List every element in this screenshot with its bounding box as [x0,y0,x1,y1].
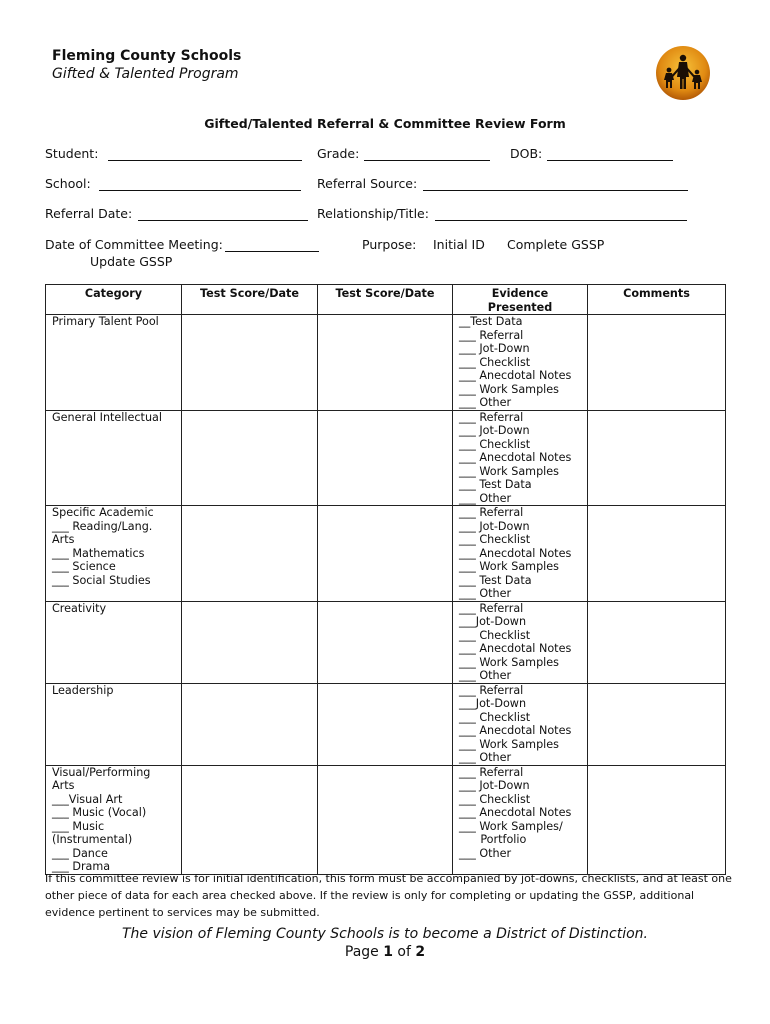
category-line: General Intellectual [52,410,162,424]
evidence-item[interactable]: ___ Checklist [459,710,531,724]
category-line: Arts [52,533,75,546]
evidence-item[interactable]: ___ Other [459,751,512,764]
evidence-item[interactable]: ___ Other [459,669,512,682]
page-mid: of [392,944,416,960]
evidence-item[interactable]: ___ Referral [459,601,524,615]
category-line: (Instrumental) [52,833,133,846]
category-line: ___ Mathematics [52,546,145,560]
category-cell [46,315,182,411]
test-score-cell[interactable] [318,683,453,765]
category-cell [46,410,182,506]
table-header-row [46,285,726,315]
page-prefix: Page [344,944,384,960]
evidence-cell [453,410,588,506]
evidence-item[interactable]: ___ Anecdotal Notes [459,451,572,464]
footnote: If this committee review is for initial identification, this form must be accompanied by jot-downs, checklists, and at least one other piece of data for each area checked above. If the review is only for completing or updating the GSSP, additional evidence pertinent to services may be submitted. [45,872,732,919]
page-current: 1 [383,944,393,960]
evidence-item[interactable]: ___ Referral [459,410,524,424]
test-score-cell[interactable] [318,410,453,506]
test-score-cell[interactable] [182,683,318,765]
category-line: Arts [52,779,75,792]
category-line: ___ Dance [52,846,108,860]
evidence-item[interactable]: __Test Data [459,315,523,328]
form-title: Gifted/Talented Referral & Committee Review Form [204,116,566,131]
referral-source-field[interactable] [423,190,688,191]
evidence-cell [453,601,588,683]
header-category: Category [46,285,182,315]
table-row [46,315,726,411]
dob-field[interactable] [547,160,673,161]
evidence-item[interactable]: ___ Referral [459,683,524,697]
evidence-item[interactable]: ___ Other [459,491,512,505]
header-evidence: Evidence Presented [453,285,588,315]
category-line: Leadership [52,683,114,697]
category-line: Visual/Performing [52,765,151,779]
comments-cell[interactable] [588,601,726,683]
evidence-cell [453,506,588,602]
evidence-item[interactable]: ___ Checklist [459,437,531,451]
relationship-field[interactable] [435,220,687,221]
category-line: Primary Talent Pool [52,315,159,328]
evidence-item[interactable]: ___ Work Samples [459,737,559,751]
evidence-item[interactable]: ___ Work Samples [459,464,559,478]
evidence-item[interactable]: ___ Jot-Down [459,779,530,792]
category-line: ___ Science [52,560,116,573]
evidence-item[interactable]: ___ Anecdotal Notes [459,806,572,819]
header-test-score-1: Test Score/Date [182,285,318,315]
dob-label: DOB: [510,146,543,161]
vision-statement: The vision of Fleming County Schools is to become a District of Distinction. [122,926,648,942]
evidence-item[interactable]: ___ Work Samples [459,560,559,573]
evidence-item[interactable]: ___ Checklist [459,533,531,546]
evidence-item[interactable]: ___ Checklist [459,355,531,369]
category-line: Specific Academic [52,506,154,519]
comments-cell[interactable] [588,315,726,411]
review-table [45,284,726,875]
test-score-cell[interactable] [318,506,453,602]
category-line: ___ Reading/Lang. [52,519,153,533]
purpose-label: Purpose: [362,237,417,252]
purpose-initial-id[interactable]: Initial ID [433,237,485,252]
page-number [0,944,770,960]
test-score-cell[interactable] [182,765,318,874]
purpose-update-gssp[interactable]: Update GSSP [90,254,173,269]
evidence-item[interactable]: ___ Jot-Down [459,424,530,437]
referral-date-label: Referral Date: [45,206,133,221]
committee-meeting-field[interactable] [225,251,319,252]
evidence-item[interactable]: ___ Work Samples [459,655,559,669]
category-line: ___ Social Studies [52,573,151,587]
category-line: ___Visual Art [52,792,123,806]
test-score-cell[interactable] [182,315,318,411]
grade-field[interactable] [364,160,490,161]
header-comments: Comments [588,285,726,315]
test-score-cell[interactable] [318,601,453,683]
evidence-item[interactable]: ___ Referral [459,765,524,779]
evidence-item[interactable]: ___Jot-Down [459,697,527,710]
category-line: Creativity [52,601,107,615]
evidence-item[interactable]: ___ Referral [459,506,524,519]
header-test-score-2: Test Score/Date [318,285,453,315]
evidence-item[interactable]: ___ Anecdotal Notes [459,642,572,655]
evidence-cell [453,765,588,874]
category-cell [46,506,182,602]
table-row [46,683,726,765]
evidence-item[interactable]: ___ Work Samples/ [459,819,563,833]
test-score-cell[interactable] [182,506,318,602]
evidence-item[interactable]: ___ Checklist [459,628,531,642]
program-name: Gifted & Talented Program [52,66,239,82]
school-field[interactable] [99,190,301,191]
test-score-cell[interactable] [182,410,318,506]
committee-meeting-label: Date of Committee Meeting: [45,237,223,252]
evidence-item[interactable]: ___ Other [459,846,512,860]
evidence-item[interactable]: ___ Anecdotal Notes [459,546,572,560]
evidence-item[interactable]: ___ Jot-Down [459,342,530,355]
evidence-item[interactable]: ___ Referral [459,328,524,342]
purpose-complete-gssp[interactable]: Complete GSSP [507,237,605,252]
test-score-cell[interactable] [318,765,453,874]
evidence-item[interactable]: Portfolio [459,833,527,846]
relationship-label: Relationship/Title: [317,206,429,221]
grade-label: Grade: [317,146,360,161]
comments-cell[interactable] [588,410,726,506]
evidence-cell [453,315,588,411]
school-name: Fleming County Schools [52,48,242,64]
table-row [46,601,726,683]
test-score-cell[interactable] [318,315,453,411]
student-label: Student: [45,146,99,161]
category-cell [46,683,182,765]
evidence-item[interactable]: ___ Anecdotal Notes [459,369,572,382]
category-line: ___ Drama [52,860,111,873]
test-score-cell[interactable] [182,601,318,683]
table-row [46,765,726,874]
table-row [46,410,726,506]
referral-source-label: Referral Source: [317,176,418,191]
referral-date-field[interactable] [138,220,308,221]
evidence-item[interactable]: ___ Jot-Down [459,519,530,533]
evidence-item[interactable]: ___ Test Data [459,478,532,491]
school-label: School: [45,176,91,191]
category-line: ___ Music (Vocal) [52,806,147,819]
evidence-cell [453,683,588,765]
category-cell [46,765,182,874]
comments-cell[interactable] [588,765,726,874]
evidence-item[interactable]: ___ Checklist [459,792,531,806]
page-total: 2 [415,944,426,960]
letterhead [52,47,241,83]
category-line: ___ Music [52,819,105,833]
evidence-item[interactable]: ___ Other [459,587,512,600]
evidence-item[interactable]: ___ Work Samples [459,382,559,396]
evidence-item[interactable]: ___Jot-Down [459,615,527,628]
student-field[interactable] [108,160,302,161]
family-silhouette-logo-icon [655,45,711,101]
evidence-item[interactable]: ___ Anecdotal Notes [459,724,572,737]
comments-cell[interactable] [588,506,726,602]
table-row [46,506,726,602]
comments-cell[interactable] [588,683,726,765]
evidence-item[interactable]: ___ Test Data [459,573,532,587]
evidence-item[interactable]: ___ Other [459,396,512,409]
category-cell [46,601,182,683]
